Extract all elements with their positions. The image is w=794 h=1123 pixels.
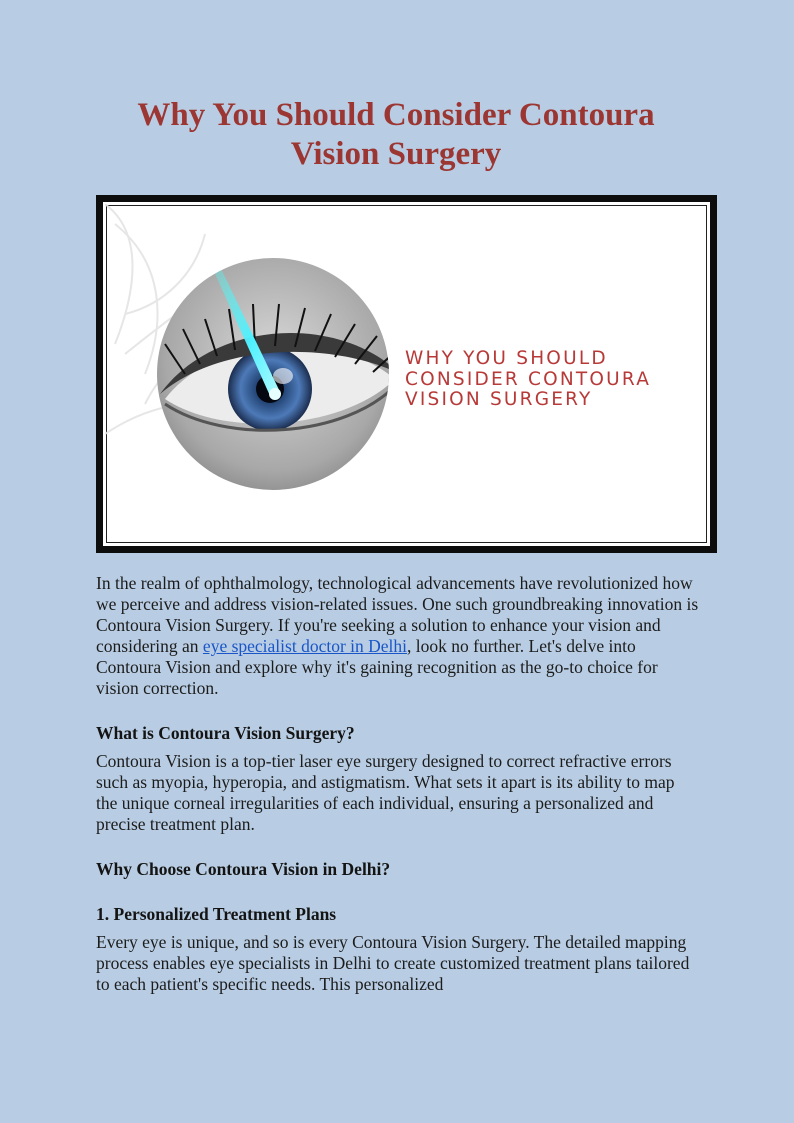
eye-specialist-link[interactable]: eye specialist doctor in Delhi bbox=[202, 636, 408, 656]
hero-banner bbox=[96, 195, 717, 553]
intro-paragraph bbox=[96, 573, 700, 699]
banner-headline: WHY YOU SHOULD CONSIDER CONTOURA VISION SURGERY bbox=[405, 348, 652, 410]
section-heading-why-choose: Why Choose Contoura Vision in Delhi? bbox=[96, 859, 391, 879]
page-title: Why You Should Consider Contoura Vision Surgery bbox=[137, 97, 655, 172]
intro-text-start: In the realm of ophthalmology, technological advancements have revolutionized how we perceive and address vision-related issues. One such groundbreaking innovation is Contoura Vision Surgery. If you're seeking a solution to enhance your vision and considering an bbox=[96, 573, 699, 656]
section-heading-personalized: 1. Personalized Treatment Plans bbox=[96, 904, 337, 924]
section-paragraph-what-is: Contoura Vision is a top-tier laser eye surgery designed to correct refractive errors such as myopia, hyperopia, and astigmatism. What sets it apart is its ability to map the unique corneal irregularities of each individual, ensuring a personalized and precise treatment plan. bbox=[96, 751, 675, 834]
intro-text-end: , look no further. Let's delve into Contoura Vision and explore why it's gaining recognition as the go-to choice for vision correction. bbox=[96, 636, 658, 698]
banner-frame bbox=[103, 202, 710, 546]
section-heading-what-is: What is Contoura Vision Surgery? bbox=[96, 723, 355, 743]
section-paragraph-personalized: Every eye is unique, and so is every Contoura Vision Surgery. The detailed mapping process enables eye specialists in Delhi to create customized treatment plans tailored to each patient's specific needs. This personalized bbox=[96, 932, 690, 994]
